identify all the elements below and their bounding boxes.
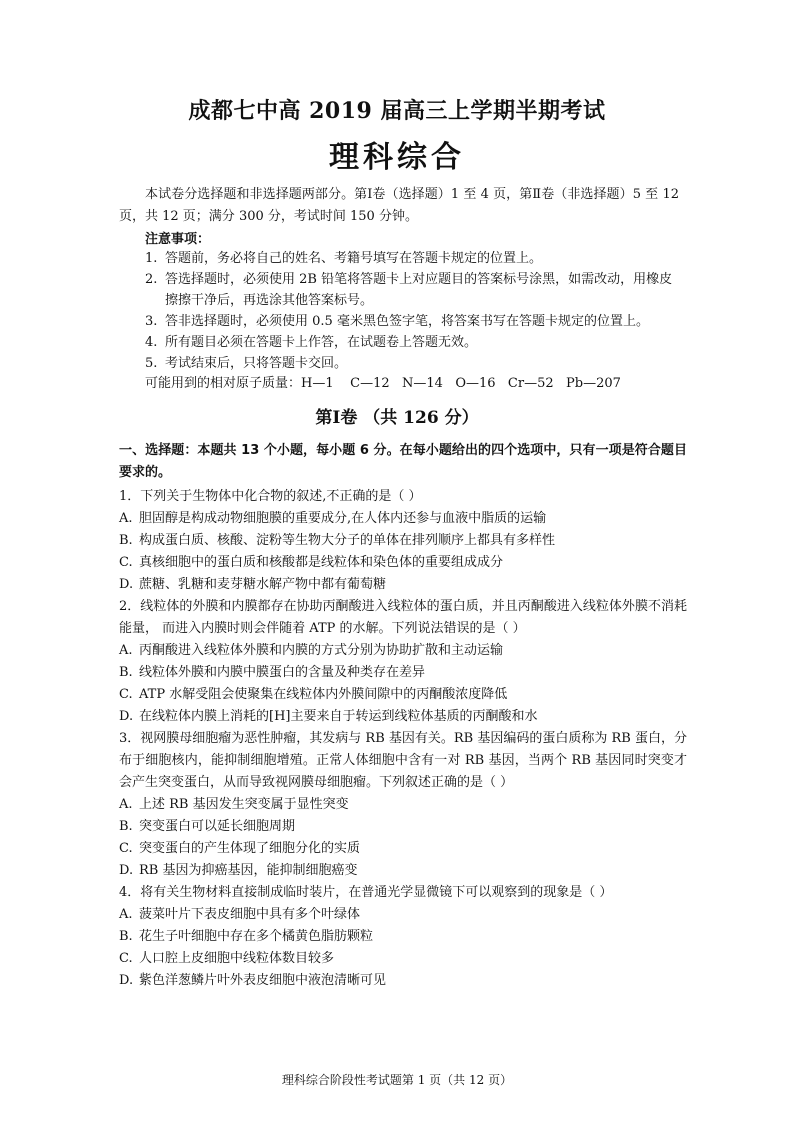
- option-c: [119, 948, 687, 970]
- option-a: [119, 508, 687, 530]
- option-text: RB 基因为抑癌基因，能抑制细胞癌变: [139, 863, 358, 878]
- option-text: 线粒体外膜和内膜中膜蛋白的含量及种类存在差异: [139, 665, 426, 680]
- option-a: [119, 794, 687, 816]
- option-letter: B.: [119, 533, 133, 548]
- page-footer: 理科综合阶段性考试题第 1 页（共 12 页）: [281, 1073, 513, 1087]
- option-b: [119, 530, 687, 552]
- option-letter: A.: [119, 907, 133, 922]
- question-3: [119, 728, 687, 882]
- option-letter: D.: [119, 709, 134, 724]
- option-letter: C.: [119, 555, 133, 570]
- notice-item-number: 3.: [145, 314, 158, 329]
- notice-item-number: 4.: [145, 335, 158, 350]
- notice-item-text: 考试结束后，只将答题卡交回。: [165, 356, 348, 371]
- option-letter: D.: [119, 973, 134, 988]
- option-b: [119, 662, 687, 684]
- option-letter: A.: [119, 511, 133, 526]
- option-text: 花生子叶细胞中存在多个橘黄色脂肪颗粒: [139, 929, 374, 944]
- option-letter: B.: [119, 929, 133, 944]
- option-letter: B.: [119, 819, 133, 834]
- notice-item-number: 2.: [145, 272, 158, 287]
- option-d: [119, 706, 687, 728]
- option-text: 突变蛋白可以延长细胞周期: [139, 819, 296, 834]
- question-stem: 4．将有关生物材料直接制成临时装片，在普通光学显微镜下可以观察到的现象是（ ）: [119, 885, 613, 900]
- question-1: [119, 486, 687, 596]
- intro-paragraph: 本试卷分选择题和非选择题两部分。第Ⅰ卷（选择题）1 至 4 页，第Ⅱ卷（非选择题）5 至 12 页，共 12 页；满分 300 分，考试时间 150 分钟。: [119, 187, 679, 224]
- notice-item-text: 答非选择题时，必须使用 0.5 毫米黑色签字笔，将答案书写在答题卡规定的位置上。: [165, 314, 649, 329]
- option-text: 上述 RB 基因发生突变属于显性突变: [139, 797, 349, 812]
- section-title: 第Ⅰ卷 （共 126 分）: [315, 408, 479, 428]
- notice-item-text: 答选择题时，必须使用 2B 铅笔将答题卡上对应题目的答案标号涂黑，如需改动，用橡皮擦擦干净后，再选涂其他答案标号。: [165, 272, 673, 308]
- notice-item-number: 5.: [145, 356, 158, 371]
- notice-item-text: 所有题目必须在答题卡上作答，在试题卷上答题无效。: [165, 335, 478, 350]
- notice-item-text: 答题前，务必将自己的姓名、考籍号填写在答题卡规定的位置上。: [165, 251, 543, 266]
- notice-list: [145, 248, 685, 374]
- notice-item: [145, 248, 685, 269]
- exam-subject: 理科综合: [329, 140, 465, 175]
- option-c: [119, 552, 687, 574]
- option-text: 紫色洋葱鳞片叶外表皮细胞中液泡清晰可见: [139, 973, 387, 988]
- option-text: 胆固醇是构成动物细胞膜的重要成分,在人体内还参与血液中脂质的运输: [139, 511, 547, 526]
- question-4: [119, 882, 687, 992]
- notice-heading: 注意事项：: [145, 232, 211, 247]
- option-letter: A.: [119, 797, 133, 812]
- option-d: [119, 970, 687, 992]
- option-text: ATP 水解受阻会使聚集在线粒体内外膜间隙中的丙酮酸浓度降低: [139, 687, 508, 702]
- notice-item: [145, 269, 685, 311]
- option-text: 丙酮酸进入线粒体外膜和内膜的方式分别为协助扩散和主动运输: [139, 643, 504, 658]
- question-list: [119, 486, 687, 992]
- notice-item: [145, 353, 685, 374]
- option-d: [119, 574, 687, 596]
- option-c: [119, 684, 687, 706]
- option-text: 构成蛋白质、核酸、淀粉等生物大分子的单体在排列顺序上都具有多样性: [139, 533, 556, 548]
- exam-title: 成都七中高 2019 届高三上学期半期考试: [188, 98, 606, 124]
- question-stem: 3．视网膜母细胞瘤为恶性肿瘤，其发病与 RB 基因有关。RB 基因编码的蛋白质称为 RB 蛋白，分布于细胞核内，能抑制细胞增殖。正常人体细胞中含有一对 RB 基因，当两个 RB 基因同时突变才会产生突变蛋白，从而导致视网膜母细胞瘤。下列叙述正确的是（ ）: [119, 731, 687, 790]
- option-text: 蔗糖、乳糖和麦芽糖水解产物中都有葡萄糖: [139, 577, 387, 592]
- question-stem: 2．线粒体的外膜和内膜都存在协助丙酮酸进入线粒体的蛋白质，并且丙酮酸进入线粒体外膜不消耗能量， 而进入内膜时则会伴随着 ATP 的水解。下列说法错误的是（ ）: [119, 599, 687, 636]
- section-instruction: 一、选择题：本题共 13 个小题，每小题 6 分。在每小题给出的四个选项中，只有一项是符合题目要求的。: [119, 443, 687, 480]
- question-2: [119, 596, 687, 728]
- question-stem: 1．下列关于生物体中化合物的叙述,不正确的是（ ）: [119, 489, 422, 504]
- option-text: 真核细胞中的蛋白质和核酸都是线粒体和染色体的重要组成成分: [139, 555, 504, 570]
- option-d: [119, 860, 687, 882]
- option-b: [119, 926, 687, 948]
- option-text: 在线粒体内膜上消耗的[H]主要来自于转运到线粒体基质的丙酮酸和水: [139, 709, 538, 724]
- option-letter: D.: [119, 577, 134, 592]
- option-text: 人口腔上皮细胞中线粒体数目较多: [139, 951, 335, 966]
- option-b: [119, 816, 687, 838]
- option-letter: D.: [119, 863, 134, 878]
- notice-item: [145, 311, 685, 332]
- option-letter: C.: [119, 687, 133, 702]
- option-text: 菠菜叶片下表皮细胞中具有多个叶绿体: [139, 907, 361, 922]
- option-text: 突变蛋白的产生体现了细胞分化的实质: [139, 841, 361, 856]
- atomic-mass-line: 可能用到的相对原子质量：H—1 C—12 N—14 O—16 Cr—52 Pb—207: [145, 376, 621, 391]
- notice-item: [145, 332, 685, 353]
- option-c: [119, 838, 687, 860]
- option-a: [119, 904, 687, 926]
- option-letter: A.: [119, 643, 133, 658]
- option-letter: C.: [119, 951, 133, 966]
- option-letter: C.: [119, 841, 133, 856]
- option-letter: B.: [119, 665, 133, 680]
- notice-item-number: 1.: [145, 251, 158, 266]
- option-a: [119, 640, 687, 662]
